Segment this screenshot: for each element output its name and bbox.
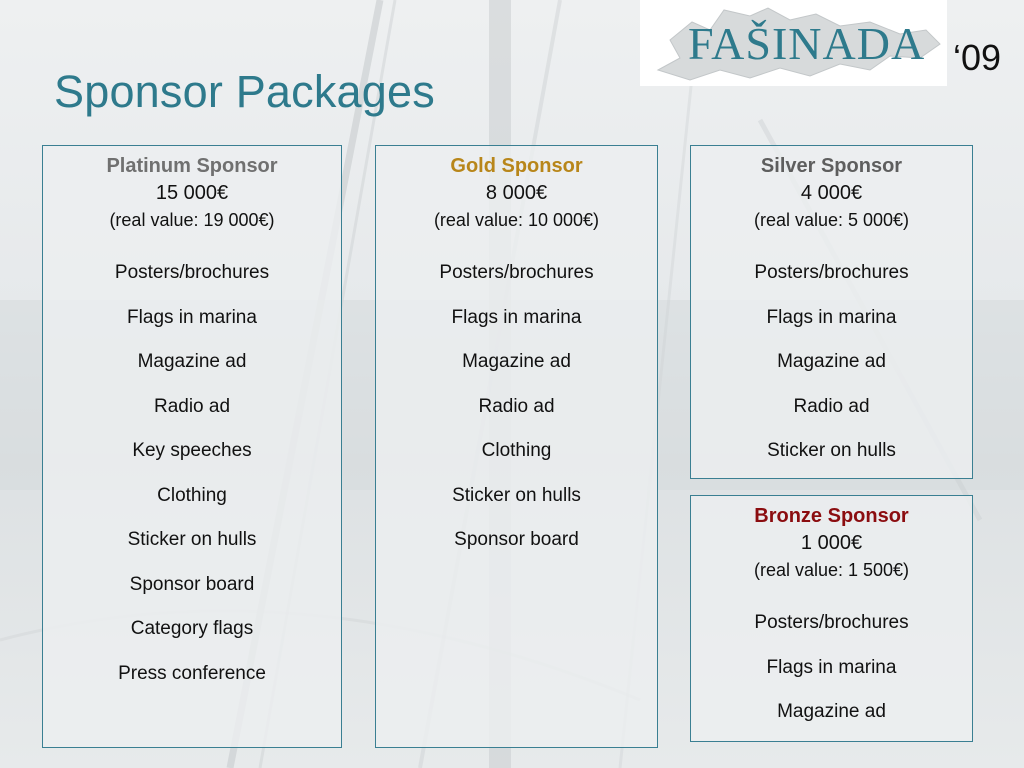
benefit-item: Sticker on hulls bbox=[452, 484, 581, 506]
platinum-package-panel bbox=[42, 145, 342, 748]
benefit-item: Clothing bbox=[157, 484, 227, 506]
benefit-item: Posters/brochures bbox=[754, 262, 909, 283]
package-name: Silver Sponsor bbox=[760, 155, 903, 177]
benefit-item: Flags in marina bbox=[766, 656, 897, 678]
benefit-item: Flags in marina bbox=[127, 306, 257, 328]
benefit-item: Category flags bbox=[130, 618, 254, 639]
benefit-item: Posters/brochures bbox=[439, 262, 594, 283]
benefit-item: Magazine ad bbox=[137, 351, 247, 372]
benefit-item: Key speeches bbox=[132, 440, 252, 461]
benefit-list bbox=[43, 261, 341, 686]
year-label: ‘09 bbox=[953, 37, 1002, 78]
package-name: Bronze Sponsor bbox=[754, 505, 909, 527]
package-real-value: (real value: 10 000€) bbox=[433, 210, 600, 230]
benefit-item: Flags in marina bbox=[451, 306, 582, 328]
benefit-item: Clothing bbox=[481, 440, 552, 461]
package-real-value: (real value: 5 000€) bbox=[753, 210, 910, 230]
benefit-item: Sponsor board bbox=[454, 529, 579, 550]
page-title: Sponsor Packages bbox=[54, 66, 435, 117]
benefit-item: Magazine ad bbox=[777, 351, 886, 372]
package-name: Gold Sponsor bbox=[450, 155, 583, 177]
benefit-item: Radio ad bbox=[478, 395, 555, 417]
package-real-value: (real value: 1 500€) bbox=[753, 560, 910, 580]
package-name: Platinum Sponsor bbox=[106, 155, 278, 177]
package-price: 1 000€ bbox=[800, 532, 863, 554]
bronze-package-panel bbox=[690, 495, 973, 742]
benefit-item: Flags in marina bbox=[766, 306, 897, 328]
benefit-list bbox=[376, 261, 657, 552]
benefit-list bbox=[691, 261, 972, 463]
benefit-list bbox=[691, 611, 972, 724]
benefit-item: Press conference bbox=[118, 662, 266, 684]
benefit-item: Posters/brochures bbox=[754, 612, 909, 633]
package-price: 4 000€ bbox=[800, 182, 863, 204]
benefit-item: Sticker on hulls bbox=[127, 529, 257, 550]
silver-package-panel bbox=[690, 145, 973, 479]
logo-wordmark: FAŠINADA bbox=[688, 18, 926, 69]
package-real-value: (real value: 19 000€) bbox=[109, 210, 275, 230]
benefit-item: Sticker on hulls bbox=[767, 440, 896, 461]
gold-package-panel bbox=[375, 145, 658, 748]
fasinada-logo bbox=[640, 0, 947, 86]
benefit-item: Magazine ad bbox=[462, 351, 571, 372]
benefit-item: Magazine ad bbox=[777, 701, 886, 722]
benefit-item: Radio ad bbox=[153, 395, 231, 417]
package-price: 15 000€ bbox=[155, 182, 229, 204]
benefit-item: Radio ad bbox=[793, 395, 870, 417]
benefit-item: Sponsor board bbox=[129, 573, 255, 595]
package-price: 8 000€ bbox=[485, 182, 548, 204]
benefit-item: Posters/brochures bbox=[114, 262, 270, 283]
